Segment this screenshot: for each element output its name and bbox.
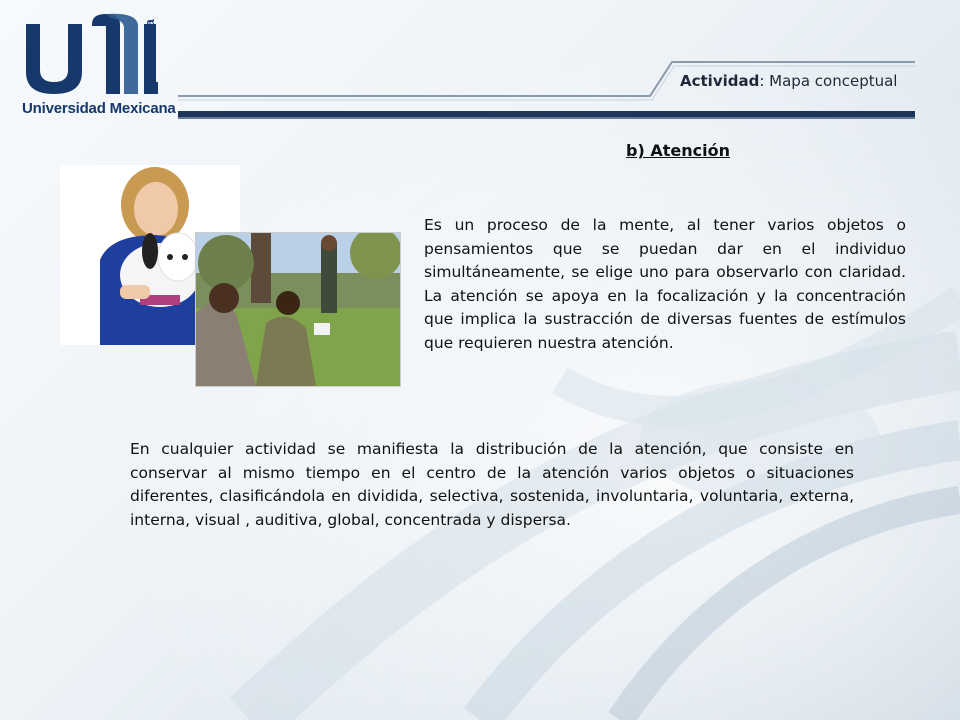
photo-students-outdoors xyxy=(195,232,401,387)
activity-title xyxy=(680,72,897,90)
paragraph-distribution: En cualquier actividad se manifiesta la distribución de la atención, que consiste en conservar al mismo tiempo en el centro de la atención varios objetos o situaciones diferentes, clasificándola en dividida, selectiva, sostenida, involuntaria, voluntaria, externa, interna, visual , auditiva, global, concentrada y dispersa. xyxy=(130,440,854,529)
activity-label: Actividad xyxy=(680,72,760,90)
logo-subtitle: en Línea xyxy=(142,19,157,72)
activity-name: Mapa conceptual xyxy=(764,72,898,90)
activity-separator: : xyxy=(759,72,765,90)
section-heading: b) Atención xyxy=(626,141,730,160)
paragraph-definition: Es un proceso de la mente, al tener varios objetos o pensamientos que se puedan dar en el individuo simultáneamente, se elige uno para observarlo con claridad. La atención se apoya en la focalización y la concentración que implica la sustracción de diversas fuentes de estímulos que requieren nuestra atención. xyxy=(424,216,906,352)
university-name: Universidad Mexicana xyxy=(22,100,176,117)
